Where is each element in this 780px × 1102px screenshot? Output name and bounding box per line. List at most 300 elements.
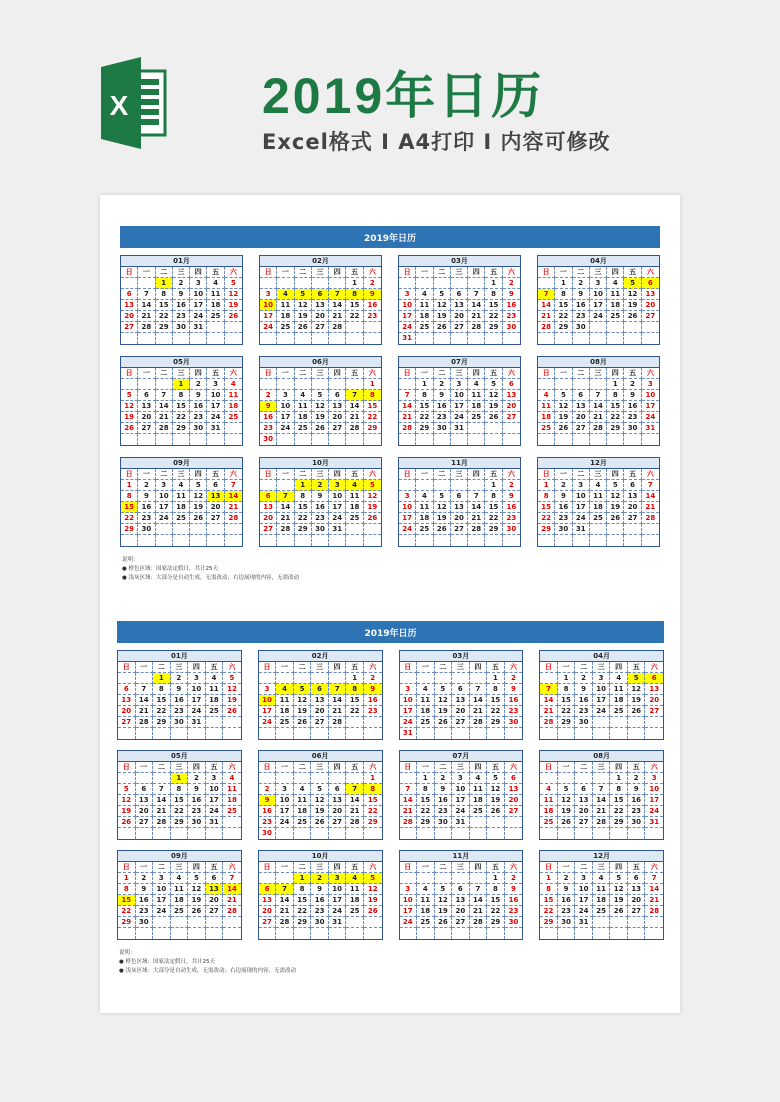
- day-cell: 15: [540, 895, 558, 906]
- day-cell: [118, 928, 136, 939]
- day-cell: 16: [505, 695, 523, 706]
- day-cell: 9: [503, 491, 520, 502]
- day-cell: 25: [593, 906, 611, 917]
- day-cell: 7: [470, 684, 488, 695]
- weekday-label: 三: [593, 862, 611, 873]
- day-cell: [468, 333, 485, 344]
- day-cell: [558, 773, 576, 784]
- day-cell: [138, 379, 155, 390]
- day-cell: [329, 278, 346, 289]
- day-cell: 8: [416, 390, 433, 401]
- day-cell: [171, 917, 189, 928]
- day-cell: [295, 333, 312, 344]
- day-cell: [295, 379, 312, 390]
- day-cell: 3: [642, 379, 659, 390]
- day-cell: 18: [294, 806, 312, 817]
- day-cell: 27: [136, 817, 154, 828]
- day-cell: 20: [121, 311, 138, 322]
- weekday-label: 日: [538, 469, 555, 480]
- day-cell: [399, 278, 416, 289]
- week-row: [540, 873, 663, 884]
- day-cell: 4: [416, 289, 433, 300]
- weekday-label: 五: [346, 862, 364, 873]
- weekday-label: 二: [575, 862, 593, 873]
- day-cell: 29: [487, 917, 505, 928]
- day-cell: 15: [558, 695, 576, 706]
- day-cell: 6: [136, 784, 154, 795]
- day-cell: [593, 728, 611, 739]
- excel-logo-icon: [101, 57, 167, 149]
- day-cell: 30: [434, 423, 451, 434]
- day-cell: 19: [628, 695, 646, 706]
- day-cell: 24: [573, 513, 590, 524]
- weekday-row: [260, 267, 381, 278]
- day-cell: 5: [435, 884, 453, 895]
- day-cell: 7: [540, 684, 558, 695]
- weekday-label: 四: [190, 469, 207, 480]
- day-cell: 20: [312, 311, 329, 322]
- day-cell: 6: [259, 884, 277, 895]
- day-cell: 15: [156, 300, 173, 311]
- day-cell: [416, 480, 433, 491]
- day-cell: 13: [329, 795, 347, 806]
- day-cell: 1: [540, 873, 558, 884]
- day-cell: [138, 535, 155, 546]
- day-cell: 5: [610, 873, 628, 884]
- month-title: 11月: [399, 458, 520, 469]
- week-row: [121, 524, 242, 535]
- day-cell: 1: [346, 673, 364, 684]
- day-cell: [645, 828, 663, 839]
- day-cell: 20: [260, 513, 277, 524]
- day-cell: 18: [540, 806, 558, 817]
- month-title: 02月: [260, 256, 381, 267]
- day-cell: 17: [590, 300, 607, 311]
- day-cell: 6: [138, 390, 155, 401]
- month-9: [117, 850, 242, 940]
- day-cell: 26: [294, 717, 312, 728]
- day-cell: [312, 333, 329, 344]
- week-row: [259, 773, 382, 784]
- day-cell: 27: [573, 423, 590, 434]
- weekday-label: 一: [558, 662, 576, 673]
- week-row: [399, 401, 520, 412]
- day-cell: 17: [259, 706, 277, 717]
- day-cell: 24: [207, 412, 224, 423]
- day-cell: 31: [573, 524, 590, 535]
- day-cell: [121, 434, 138, 445]
- day-cell: 24: [190, 311, 207, 322]
- day-cell: 24: [645, 806, 663, 817]
- day-cell: 15: [364, 795, 382, 806]
- day-cell: 1: [294, 873, 312, 884]
- day-cell: 3: [573, 480, 590, 491]
- day-cell: 27: [642, 311, 659, 322]
- day-cell: [190, 535, 207, 546]
- day-cell: 25: [416, 322, 433, 333]
- week-row: [260, 289, 381, 300]
- day-cell: [399, 379, 416, 390]
- day-cell: [294, 673, 312, 684]
- day-cell: 5: [364, 873, 382, 884]
- weekday-label: 三: [452, 762, 470, 773]
- week-row: [118, 795, 241, 806]
- day-cell: 9: [311, 884, 329, 895]
- weekday-label: 三: [173, 469, 190, 480]
- day-cell: 25: [294, 817, 312, 828]
- weekday-label: 六: [642, 469, 659, 480]
- day-cell: 17: [190, 300, 207, 311]
- week-row: [540, 684, 663, 695]
- week-row: [538, 311, 659, 322]
- week-row: [118, 817, 241, 828]
- week-row: [121, 434, 242, 445]
- week-row: [259, 684, 382, 695]
- day-cell: [276, 873, 294, 884]
- day-cell: [485, 434, 502, 445]
- day-cell: 2: [573, 278, 590, 289]
- weekday-label: 六: [364, 368, 381, 379]
- day-cell: 22: [487, 906, 505, 917]
- day-cell: 15: [346, 300, 363, 311]
- day-cell: 5: [435, 684, 453, 695]
- day-cell: 14: [645, 884, 663, 895]
- day-cell: [346, 828, 364, 839]
- weekday-label: 四: [607, 368, 624, 379]
- day-cell: 10: [188, 684, 206, 695]
- weekday-label: 日: [540, 862, 558, 873]
- day-cell: 23: [503, 311, 520, 322]
- day-cell: 25: [276, 717, 294, 728]
- day-cell: 30: [558, 917, 576, 928]
- day-cell: 7: [590, 390, 607, 401]
- month-title: 03月: [400, 651, 523, 662]
- day-cell: 11: [225, 390, 242, 401]
- week-row: [540, 695, 663, 706]
- day-cell: [225, 535, 242, 546]
- day-cell: 27: [207, 513, 224, 524]
- day-cell: 16: [624, 401, 641, 412]
- day-cell: 26: [364, 906, 382, 917]
- week-row: [118, 873, 241, 884]
- day-cell: 20: [259, 906, 277, 917]
- day-cell: [294, 828, 312, 839]
- day-cell: [118, 728, 136, 739]
- day-cell: 18: [276, 706, 294, 717]
- day-cell: 7: [329, 289, 346, 300]
- day-cell: 4: [540, 784, 558, 795]
- day-cell: 19: [434, 311, 451, 322]
- day-cell: 21: [136, 706, 154, 717]
- day-cell: [417, 828, 435, 839]
- weekday-label: 二: [294, 662, 312, 673]
- day-cell: 5: [607, 480, 624, 491]
- day-cell: 29: [540, 917, 558, 928]
- day-cell: 2: [364, 278, 381, 289]
- day-cell: 21: [346, 412, 363, 423]
- day-cell: 26: [434, 524, 451, 535]
- week-row: [118, 895, 241, 906]
- day-cell: [295, 434, 312, 445]
- day-cell: 4: [173, 480, 190, 491]
- weekday-label: 一: [138, 469, 155, 480]
- day-cell: 29: [538, 524, 555, 535]
- day-cell: 14: [136, 695, 154, 706]
- day-cell: 20: [452, 706, 470, 717]
- day-cell: 12: [435, 695, 453, 706]
- weekday-label: 六: [225, 469, 242, 480]
- day-cell: 20: [505, 795, 523, 806]
- day-cell: 8: [295, 491, 312, 502]
- day-cell: [223, 828, 241, 839]
- day-cell: 17: [207, 401, 224, 412]
- day-cell: 4: [346, 480, 363, 491]
- day-cell: [276, 673, 294, 684]
- day-cell: [593, 917, 611, 928]
- day-cell: 26: [295, 322, 312, 333]
- day-cell: [346, 322, 363, 333]
- day-cell: 26: [607, 513, 624, 524]
- day-cell: 6: [121, 289, 138, 300]
- weekday-label: 六: [645, 662, 663, 673]
- day-cell: 24: [452, 806, 470, 817]
- day-cell: 1: [416, 379, 433, 390]
- day-cell: [590, 524, 607, 535]
- day-cell: [400, 673, 418, 684]
- day-cell: 18: [171, 895, 189, 906]
- day-cell: 11: [346, 491, 363, 502]
- weekday-row: [400, 662, 523, 673]
- day-cell: [575, 773, 593, 784]
- day-cell: 17: [575, 895, 593, 906]
- day-cell: 14: [400, 795, 418, 806]
- day-cell: [468, 278, 485, 289]
- weekday-label: 四: [329, 368, 346, 379]
- weekday-label: 三: [590, 368, 607, 379]
- day-cell: 23: [136, 906, 154, 917]
- day-cell: 14: [329, 300, 346, 311]
- day-cell: 21: [329, 706, 347, 717]
- weekday-label: 三: [312, 267, 329, 278]
- day-cell: [610, 928, 628, 939]
- day-cell: [206, 928, 224, 939]
- day-cell: 29: [156, 322, 173, 333]
- week-row: [260, 390, 381, 401]
- day-cell: 5: [118, 784, 136, 795]
- day-cell: 25: [171, 906, 189, 917]
- day-cell: 16: [434, 401, 451, 412]
- weekday-label: 五: [624, 267, 641, 278]
- day-cell: [555, 333, 572, 344]
- day-cell: 13: [452, 895, 470, 906]
- week-row: [118, 673, 241, 684]
- day-cell: 19: [294, 706, 312, 717]
- day-cell: 27: [452, 717, 470, 728]
- day-cell: [593, 773, 611, 784]
- day-cell: [540, 828, 558, 839]
- day-cell: 8: [173, 390, 190, 401]
- weekday-label: 四: [470, 662, 488, 673]
- day-cell: 30: [503, 322, 520, 333]
- week-row: [118, 928, 241, 939]
- day-cell: 18: [277, 311, 294, 322]
- day-cell: [346, 917, 364, 928]
- week-row: [260, 423, 381, 434]
- day-cell: 24: [206, 806, 224, 817]
- day-cell: 18: [207, 300, 224, 311]
- weekday-label: 日: [260, 368, 277, 379]
- svg-text:X: X: [109, 90, 129, 121]
- week-row: [400, 906, 523, 917]
- day-cell: [503, 423, 520, 434]
- day-cell: [346, 773, 364, 784]
- day-cell: 21: [156, 412, 173, 423]
- day-cell: 7: [645, 873, 663, 884]
- day-cell: 16: [573, 300, 590, 311]
- day-cell: 17: [452, 795, 470, 806]
- day-cell: [434, 480, 451, 491]
- day-cell: 12: [624, 289, 641, 300]
- day-cell: 18: [417, 706, 435, 717]
- day-cell: [346, 535, 363, 546]
- day-cell: 12: [434, 300, 451, 311]
- day-cell: 29: [487, 717, 505, 728]
- week-row: [538, 480, 659, 491]
- day-cell: 24: [277, 423, 294, 434]
- day-cell: 19: [312, 412, 329, 423]
- month-5: [120, 356, 243, 446]
- day-cell: 18: [593, 895, 611, 906]
- day-cell: 26: [312, 423, 329, 434]
- day-cell: [364, 928, 382, 939]
- day-cell: 8: [558, 684, 576, 695]
- day-cell: [416, 535, 433, 546]
- week-row: [538, 289, 659, 300]
- day-cell: [156, 524, 173, 535]
- day-cell: 7: [346, 390, 363, 401]
- day-cell: 8: [607, 390, 624, 401]
- day-cell: 28: [276, 917, 294, 928]
- week-row: [121, 513, 242, 524]
- day-cell: 10: [260, 300, 277, 311]
- day-cell: 2: [628, 773, 646, 784]
- day-cell: [624, 333, 641, 344]
- day-cell: 22: [417, 806, 435, 817]
- day-cell: [590, 379, 607, 390]
- day-cell: 12: [312, 401, 329, 412]
- day-cell: 3: [276, 784, 294, 795]
- day-cell: 25: [295, 423, 312, 434]
- day-cell: 28: [399, 423, 416, 434]
- week-row: [259, 806, 382, 817]
- day-cell: 3: [206, 773, 224, 784]
- day-cell: 19: [225, 300, 242, 311]
- day-cell: [593, 828, 611, 839]
- day-cell: 24: [575, 906, 593, 917]
- day-cell: 14: [138, 300, 155, 311]
- week-row: [399, 535, 520, 546]
- day-cell: 6: [642, 278, 659, 289]
- day-cell: [575, 728, 593, 739]
- day-cell: 19: [485, 401, 502, 412]
- day-cell: 23: [505, 706, 523, 717]
- weekday-row: [538, 267, 659, 278]
- day-cell: 13: [575, 795, 593, 806]
- day-cell: 30: [435, 817, 453, 828]
- week-row: [118, 806, 241, 817]
- day-cell: [259, 773, 277, 784]
- day-cell: [207, 434, 224, 445]
- day-cell: [260, 480, 277, 491]
- day-cell: 10: [451, 390, 468, 401]
- month-title: 09月: [118, 851, 241, 862]
- day-cell: 7: [642, 480, 659, 491]
- day-cell: 31: [575, 917, 593, 928]
- day-cell: [590, 322, 607, 333]
- day-cell: 17: [206, 795, 224, 806]
- notes-title: 说明：: [122, 557, 139, 563]
- day-cell: 22: [171, 806, 189, 817]
- day-cell: 13: [259, 895, 277, 906]
- week-row: [538, 322, 659, 333]
- day-cell: [364, 333, 381, 344]
- note-item: ● 浅灰区域：大部分是自动生成，无需改动；右边展现的内容，无需改动: [122, 575, 300, 581]
- weekday-label: 五: [487, 762, 505, 773]
- day-cell: [173, 333, 190, 344]
- day-cell: 27: [624, 513, 641, 524]
- day-cell: 16: [188, 795, 206, 806]
- week-row: [540, 728, 663, 739]
- day-cell: 18: [223, 795, 241, 806]
- day-cell: [295, 278, 312, 289]
- weekday-label: 六: [225, 368, 242, 379]
- day-cell: 28: [538, 322, 555, 333]
- weekday-label: 三: [311, 662, 329, 673]
- month-12: [537, 457, 660, 547]
- weekday-label: 二: [295, 267, 312, 278]
- calendar-banner: 2019年日历: [120, 226, 660, 248]
- day-cell: 6: [451, 491, 468, 502]
- day-cell: 22: [540, 906, 558, 917]
- day-cell: 10: [277, 401, 294, 412]
- day-cell: 3: [153, 873, 171, 884]
- week-row: [260, 434, 381, 445]
- weekday-label: 一: [558, 862, 576, 873]
- day-cell: 7: [399, 390, 416, 401]
- day-cell: 21: [645, 895, 663, 906]
- day-cell: [628, 928, 646, 939]
- week-row: [259, 906, 382, 917]
- day-cell: 9: [628, 784, 646, 795]
- day-cell: 24: [259, 717, 277, 728]
- week-row: [400, 828, 523, 839]
- day-cell: 25: [346, 906, 364, 917]
- day-cell: 6: [503, 379, 520, 390]
- notes: [122, 556, 660, 583]
- day-cell: [575, 928, 593, 939]
- day-cell: 9: [575, 684, 593, 695]
- day-cell: 21: [276, 906, 294, 917]
- day-cell: 16: [312, 502, 329, 513]
- day-cell: [416, 333, 433, 344]
- day-cell: 10: [452, 784, 470, 795]
- day-cell: 23: [624, 412, 641, 423]
- month-title: 05月: [121, 357, 242, 368]
- day-cell: 30: [311, 917, 329, 928]
- weekday-label: 一: [276, 662, 294, 673]
- week-row: [538, 524, 659, 535]
- day-cell: 27: [206, 906, 224, 917]
